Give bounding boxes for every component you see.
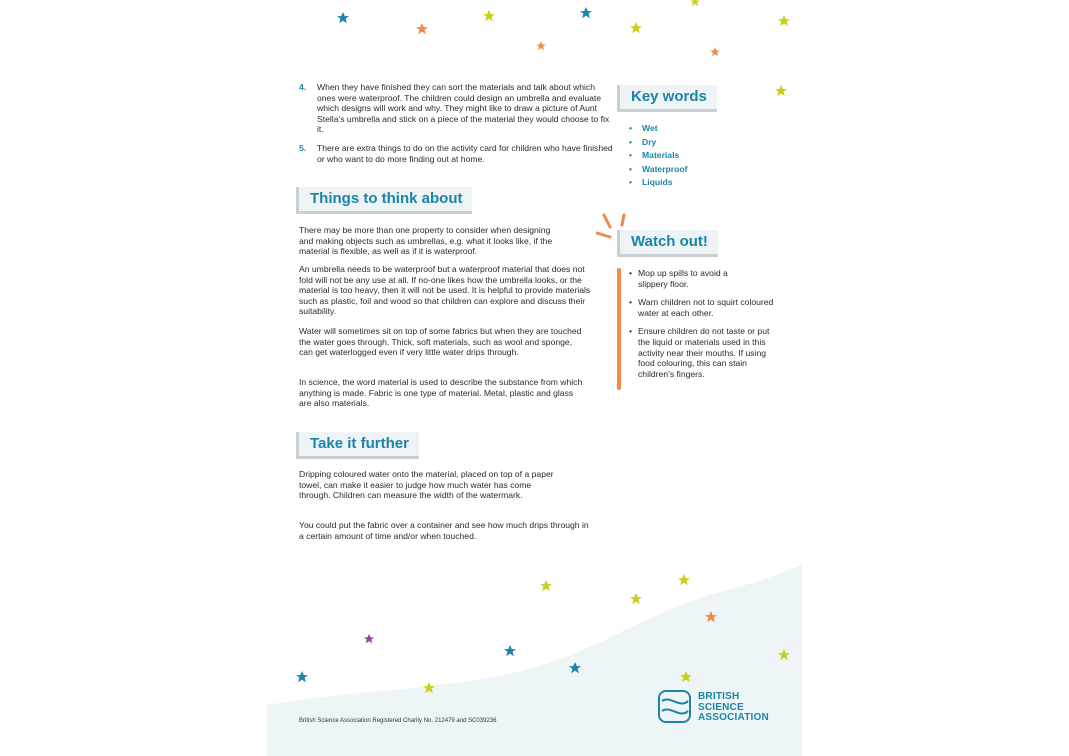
keyword-label: Waterproof — [642, 163, 688, 174]
paragraph: Dripping coloured water onto the material, placed on top of a paper towel, can make it easier to judge how much water has come through. Children can measure the width of the watermark. — [299, 469, 554, 501]
list-item: • Materials — [629, 150, 680, 161]
step-text: When they have finished they can sort the materials and talk about which ones were waterproof. The children could design an umbrella and evaluate which designs will work and why. They might like to draw a picture of Aunt Stella’s umbrella and stick on a piece of the material they would choose to fix it. — [317, 82, 610, 135]
logo-line: BRITISH — [698, 691, 740, 702]
step-number: 4. — [299, 82, 307, 92]
step-number: 5. — [299, 143, 307, 153]
further-heading-box — [296, 432, 419, 459]
list-item: • Ensure children do not taste or put the liquid or materials used in this activity near their mouths. If using food colouring, this can stain children’s fingers. — [629, 326, 770, 379]
keywords-list — [629, 122, 688, 190]
paragraph: There may be more than one property to consider when designing and making objects such as umbrellas, e.g. what it looks like, if the material is flexible, as well as if it is waterproof. — [299, 225, 553, 257]
step-text: There are extra things to do on the activity card for children who have finished or who want to do more finding out at home. — [317, 143, 613, 164]
section-heading: Take it further — [310, 435, 409, 452]
things-heading-box — [296, 187, 472, 214]
logo-line: SCIENCE — [698, 701, 744, 713]
list-item: • Liquids — [629, 177, 673, 188]
keyword-label: Wet — [642, 123, 658, 133]
watchout-list — [629, 268, 779, 387]
list-item: • Warn children not to squirt coloured water at each other. — [629, 297, 774, 318]
list-item: • Wet — [629, 123, 658, 133]
section-heading: Things to think about — [310, 190, 463, 207]
keyword-label: Liquids — [642, 177, 673, 188]
keyword-label: Dry — [642, 136, 657, 147]
warning-text: Mop up spills to avoid a slippery floor. — [638, 268, 728, 289]
watchout-accent-bar — [617, 268, 621, 390]
keywords-heading-box — [617, 85, 717, 112]
warning-text: Ensure children do not taste or put the liquid or materials used in this activity near their mouths. If using food colouring, this can stain children’s fingers. — [638, 326, 770, 379]
list-item: • Dry — [629, 136, 657, 147]
section-heading: Key words — [631, 88, 707, 105]
list-item: • Waterproof — [629, 163, 688, 174]
section-heading: Watch out! — [631, 233, 708, 250]
list-item: • Mop up spills to avoid a slippery floor. — [629, 268, 728, 289]
footer-text: British Science Association Registered Charity No. 212479 and SC039236 — [299, 718, 497, 724]
keyword-label: Materials — [642, 150, 680, 161]
paragraph: An umbrella needs to be waterproof but a waterproof material that does not fold will not be any use at all. If no-one likes how the umbrella looks, or the material is too heavy, then it will not be used. It is helpful to provide materials such as plastic, foil and wood so that children can explore and discuss their suitability. — [299, 264, 591, 317]
logo-wordmark — [698, 692, 769, 724]
watchout-heading-box — [617, 230, 718, 257]
paragraph: You could put the fabric over a container and see how much drips through in a certain amount of time and/or when touched. — [299, 520, 589, 541]
paragraph: Water will sometimes sit on top of some fabrics but when they are touched the water goes through. Thick, soft materials, such as wool and sponge, can get waterlogged even if very little water drips through. — [299, 326, 582, 358]
paragraph: In science, the word material is used to describe the substance from which anything is made. Fabric is one type of material. Metal, plastic and glass are also materials. — [299, 377, 583, 409]
logo-line: ASSOCIATION — [698, 712, 769, 723]
warning-text: Warn children not to squirt coloured water at each other. — [638, 297, 774, 318]
